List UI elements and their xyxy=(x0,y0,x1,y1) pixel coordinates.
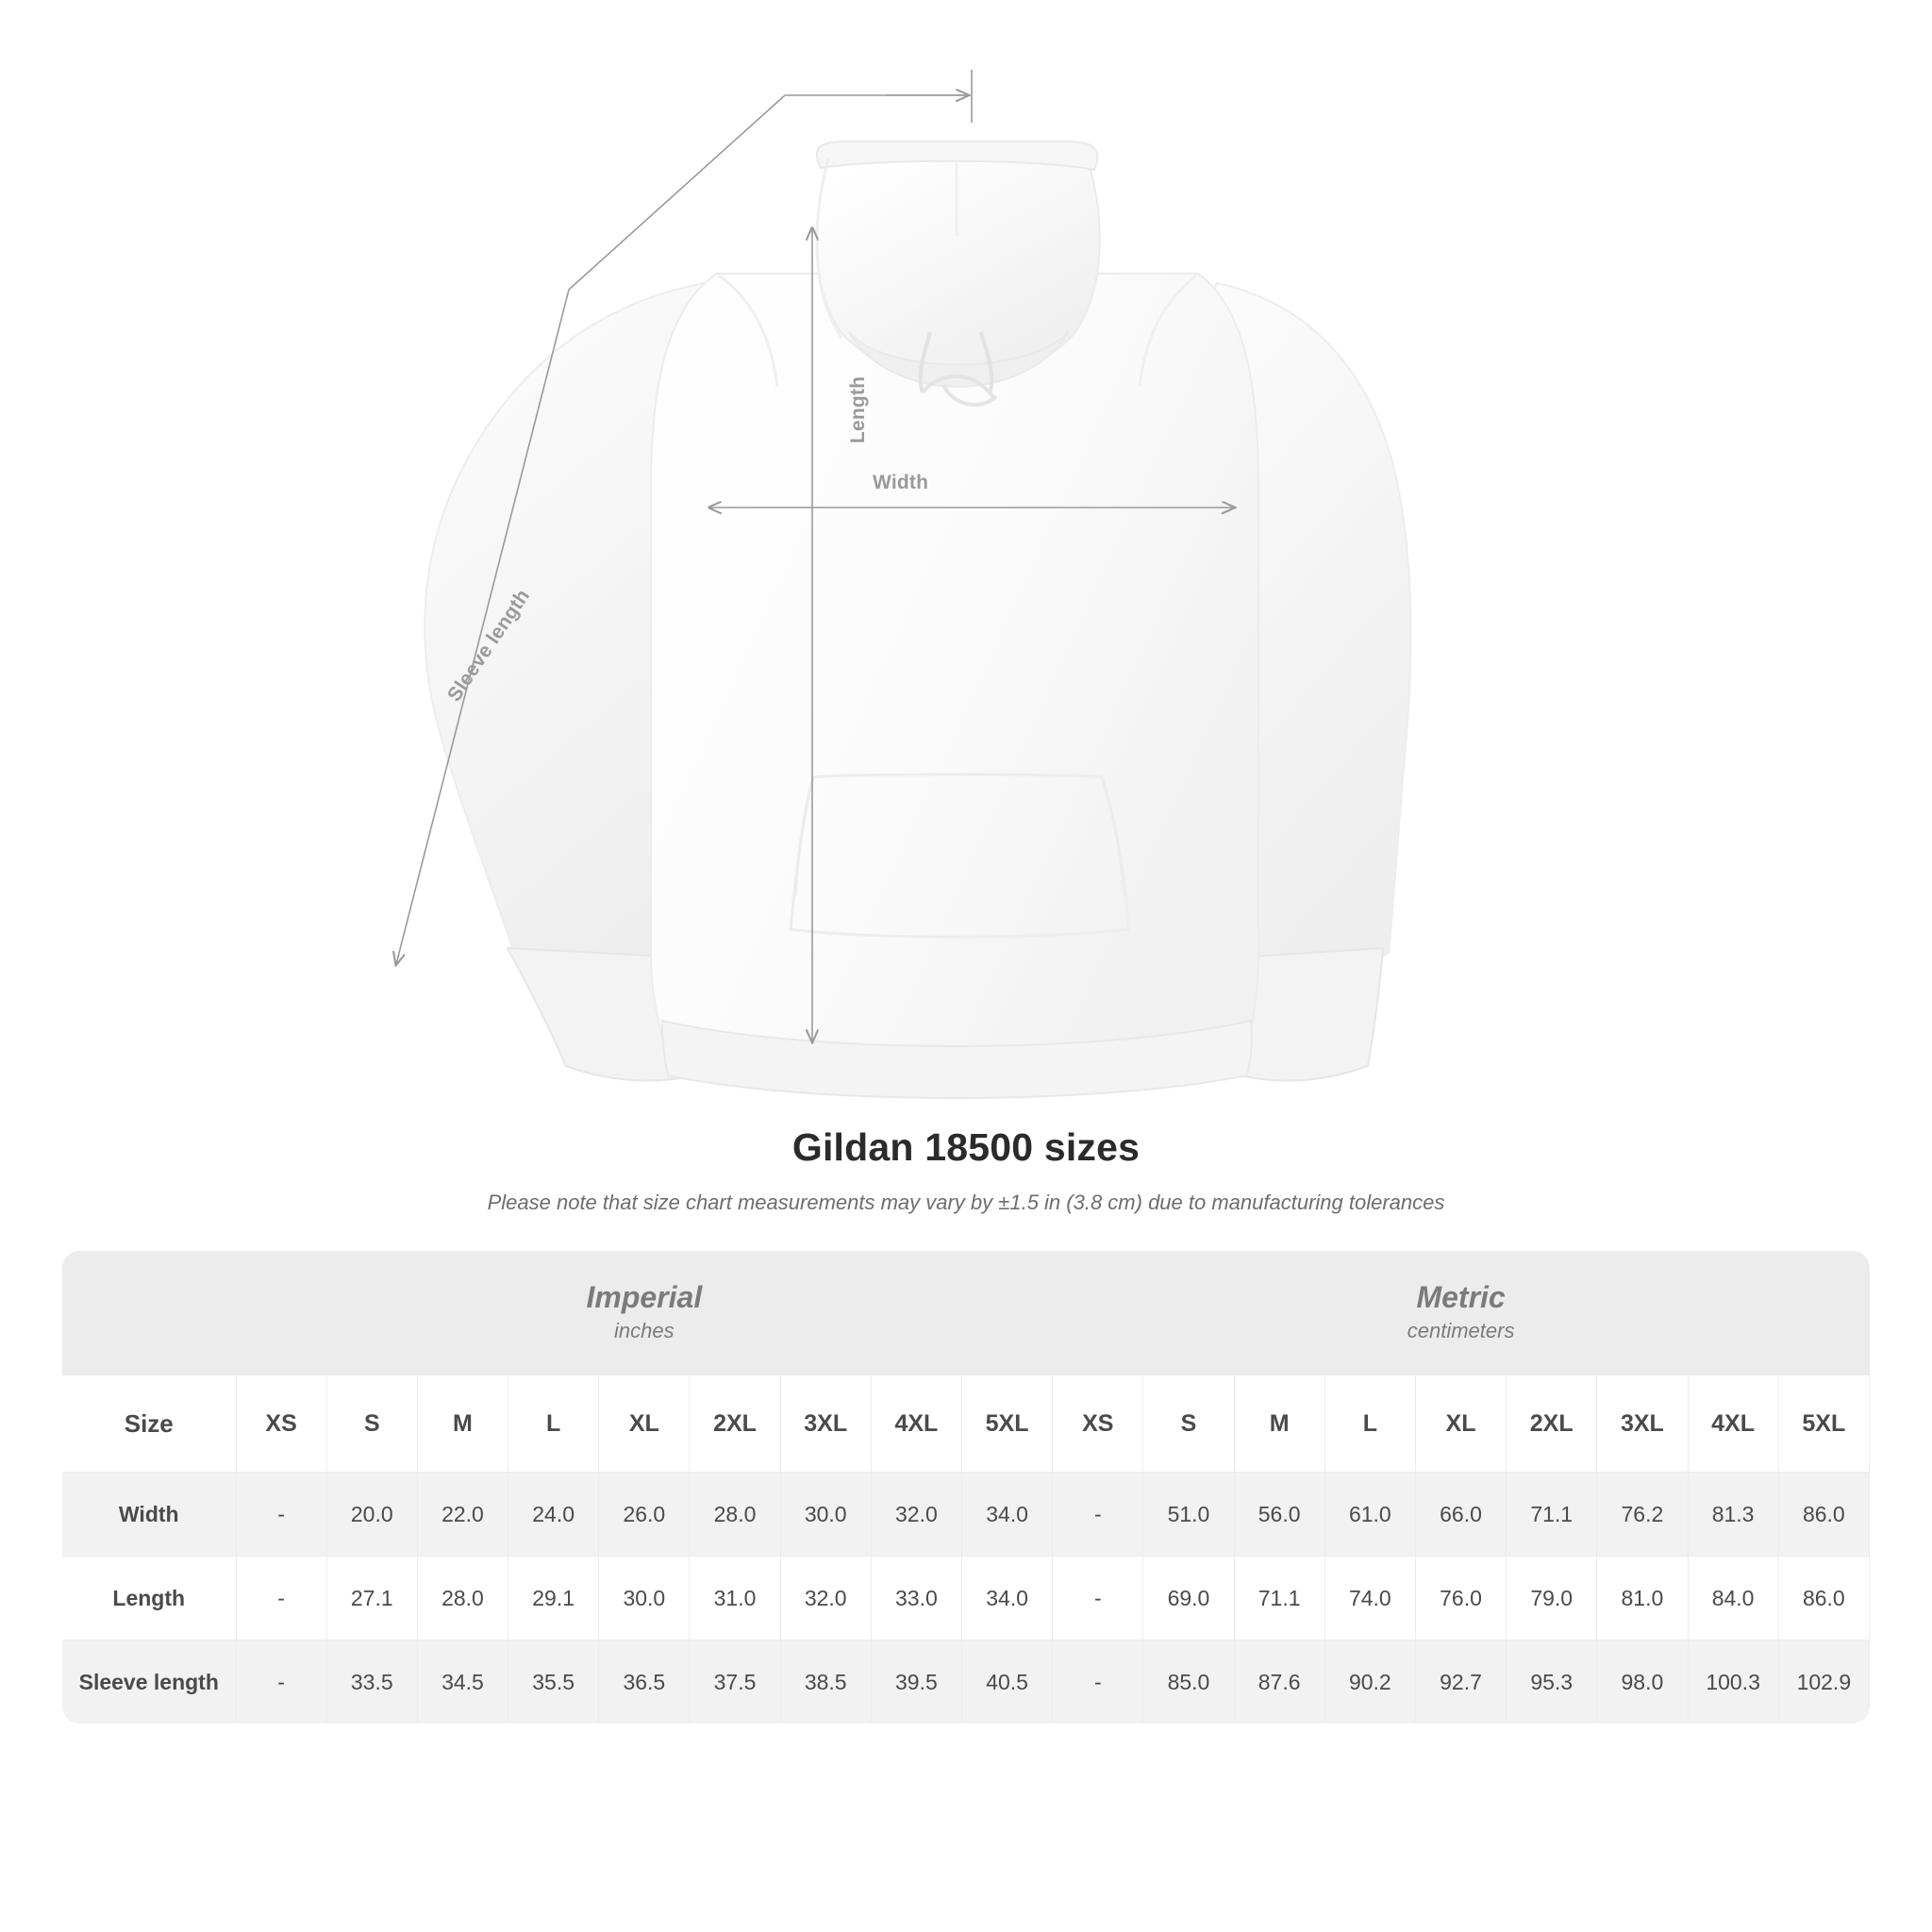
cell-sleeve-imp-l: 35.5 xyxy=(508,1641,599,1724)
cell-width-met-3xl: 76.2 xyxy=(1597,1473,1688,1557)
cell-width-imp-m: 22.0 xyxy=(417,1473,508,1557)
table-row xyxy=(62,1473,1870,1557)
header-col-imp-3xl: 3XL xyxy=(780,1375,871,1473)
cell-sleeve-met-2xl: 95.3 xyxy=(1507,1641,1597,1724)
cell-width-imp-3xl: 30.0 xyxy=(780,1473,871,1557)
cell-sleeve-met-xs: - xyxy=(1053,1641,1143,1724)
cell-width-imp-4xl: 32.0 xyxy=(871,1473,961,1557)
cell-width-met-5xl: 86.0 xyxy=(1778,1473,1869,1557)
cell-length-met-5xl: 86.0 xyxy=(1778,1557,1869,1641)
table-row xyxy=(62,1557,1870,1641)
cell-sleeve-met-4xl: 100.3 xyxy=(1688,1641,1778,1724)
header-col-met-xs: XS xyxy=(1053,1375,1143,1473)
width-dimension-label: Width xyxy=(873,472,929,493)
cell-length-met-xl: 76.0 xyxy=(1415,1557,1506,1641)
unit-group-metric xyxy=(1053,1251,1870,1375)
page-title: Gildan 18500 sizes xyxy=(791,1125,1141,1169)
cell-width-imp-2xl: 28.0 xyxy=(690,1473,780,1557)
cell-width-met-2xl: 71.1 xyxy=(1507,1473,1597,1557)
cell-width-imp-l: 24.0 xyxy=(508,1473,599,1557)
row-label-sleeve-length: Sleeve length xyxy=(62,1641,236,1724)
cell-width-met-4xl: 81.3 xyxy=(1688,1473,1778,1557)
units-spacer xyxy=(62,1251,236,1375)
header-col-imp-xl: XL xyxy=(599,1375,690,1473)
cell-length-met-s: 69.0 xyxy=(1143,1557,1234,1641)
cell-sleeve-imp-m: 34.5 xyxy=(417,1641,508,1724)
size-table-container xyxy=(62,1251,1870,1724)
header-col-imp-xs: XS xyxy=(236,1375,326,1473)
header-col-imp-4xl: 4XL xyxy=(871,1375,961,1473)
unit-imperial-name: Imperial xyxy=(586,1280,703,1315)
cell-width-imp-5xl: 34.0 xyxy=(962,1473,1053,1557)
cell-width-met-xs: - xyxy=(1053,1473,1143,1557)
unit-group-imperial xyxy=(236,1251,1053,1375)
cell-sleeve-met-m: 87.6 xyxy=(1234,1641,1324,1724)
cell-width-imp-s: 20.0 xyxy=(326,1473,417,1557)
header-col-met-xl: XL xyxy=(1415,1375,1506,1473)
cell-sleeve-imp-xs: - xyxy=(236,1641,326,1724)
header-col-met-s: S xyxy=(1143,1375,1234,1473)
cell-width-met-xl: 66.0 xyxy=(1415,1473,1506,1557)
cell-length-imp-5xl: 34.0 xyxy=(962,1557,1053,1641)
length-dimension-label: Length xyxy=(847,375,869,443)
units-row xyxy=(62,1251,1870,1375)
cell-sleeve-imp-4xl: 39.5 xyxy=(871,1641,961,1724)
cell-sleeve-imp-3xl: 38.5 xyxy=(780,1641,871,1724)
cell-length-imp-3xl: 32.0 xyxy=(780,1557,871,1641)
header-col-imp-m: M xyxy=(417,1375,508,1473)
cell-width-imp-xl: 26.0 xyxy=(599,1473,690,1557)
column-header-row xyxy=(62,1375,1870,1473)
title-block xyxy=(0,1125,1932,1215)
header-col-imp-l: L xyxy=(508,1375,599,1473)
size-table xyxy=(62,1251,1870,1724)
table-row xyxy=(62,1641,1870,1724)
cell-length-met-xs: - xyxy=(1053,1557,1143,1641)
header-col-met-m: M xyxy=(1234,1375,1324,1473)
header-col-met-l: L xyxy=(1324,1375,1415,1473)
row-label-width: Width xyxy=(62,1473,236,1557)
cell-length-met-3xl: 81.0 xyxy=(1597,1557,1688,1641)
cell-length-met-4xl: 84.0 xyxy=(1688,1557,1778,1641)
header-col-imp-2xl: 2XL xyxy=(690,1375,780,1473)
cell-length-imp-2xl: 31.0 xyxy=(690,1557,780,1641)
tolerance-note: Please note that size chart measurements may vary by ±1.5 in (3.8 cm) due to manufacturing tolerances xyxy=(487,1191,1445,1214)
cell-length-imp-m: 28.0 xyxy=(417,1557,508,1641)
cell-length-imp-4xl: 33.0 xyxy=(871,1557,961,1641)
cell-sleeve-imp-2xl: 37.5 xyxy=(690,1641,780,1724)
cell-sleeve-met-l: 90.2 xyxy=(1324,1641,1415,1724)
row-label-length: Length xyxy=(62,1557,236,1641)
unit-metric-sub: centimeters xyxy=(1407,1318,1515,1342)
cell-length-imp-xl: 30.0 xyxy=(599,1557,690,1641)
header-col-met-5xl: 5XL xyxy=(1778,1375,1869,1473)
cell-sleeve-imp-5xl: 40.5 xyxy=(962,1641,1053,1724)
cell-sleeve-met-s: 85.0 xyxy=(1143,1641,1234,1724)
cell-width-imp-xs: - xyxy=(236,1473,326,1557)
header-col-imp-s: S xyxy=(326,1375,417,1473)
cell-sleeve-met-3xl: 98.0 xyxy=(1597,1641,1688,1724)
cell-width-met-l: 61.0 xyxy=(1324,1473,1415,1557)
header-col-imp-5xl: 5XL xyxy=(962,1375,1053,1473)
cell-length-imp-xs: - xyxy=(236,1557,326,1641)
cell-length-imp-l: 29.1 xyxy=(508,1557,599,1641)
cell-sleeve-imp-s: 33.5 xyxy=(326,1641,417,1724)
cell-width-met-m: 56.0 xyxy=(1234,1473,1324,1557)
cell-sleeve-met-5xl: 102.9 xyxy=(1778,1641,1869,1724)
cell-sleeve-imp-xl: 36.5 xyxy=(599,1641,690,1724)
unit-metric-name: Metric xyxy=(1416,1280,1506,1315)
header-size: Size xyxy=(62,1375,236,1473)
cell-length-met-2xl: 79.0 xyxy=(1507,1557,1597,1641)
cell-length-imp-s: 27.1 xyxy=(326,1557,417,1641)
header-col-met-2xl: 2XL xyxy=(1507,1375,1597,1473)
header-col-met-3xl: 3XL xyxy=(1597,1375,1688,1473)
cell-width-met-s: 51.0 xyxy=(1143,1473,1234,1557)
sleeve-length-dimension-label: Sleeve length xyxy=(443,585,535,706)
cell-length-met-l: 74.0 xyxy=(1324,1557,1415,1641)
cell-length-met-m: 71.1 xyxy=(1234,1557,1324,1641)
unit-imperial-sub: inches xyxy=(614,1318,675,1342)
header-col-met-4xl: 4XL xyxy=(1688,1375,1778,1473)
hoodie-graphic xyxy=(425,142,1410,1098)
cell-sleeve-met-xl: 92.7 xyxy=(1415,1641,1506,1724)
